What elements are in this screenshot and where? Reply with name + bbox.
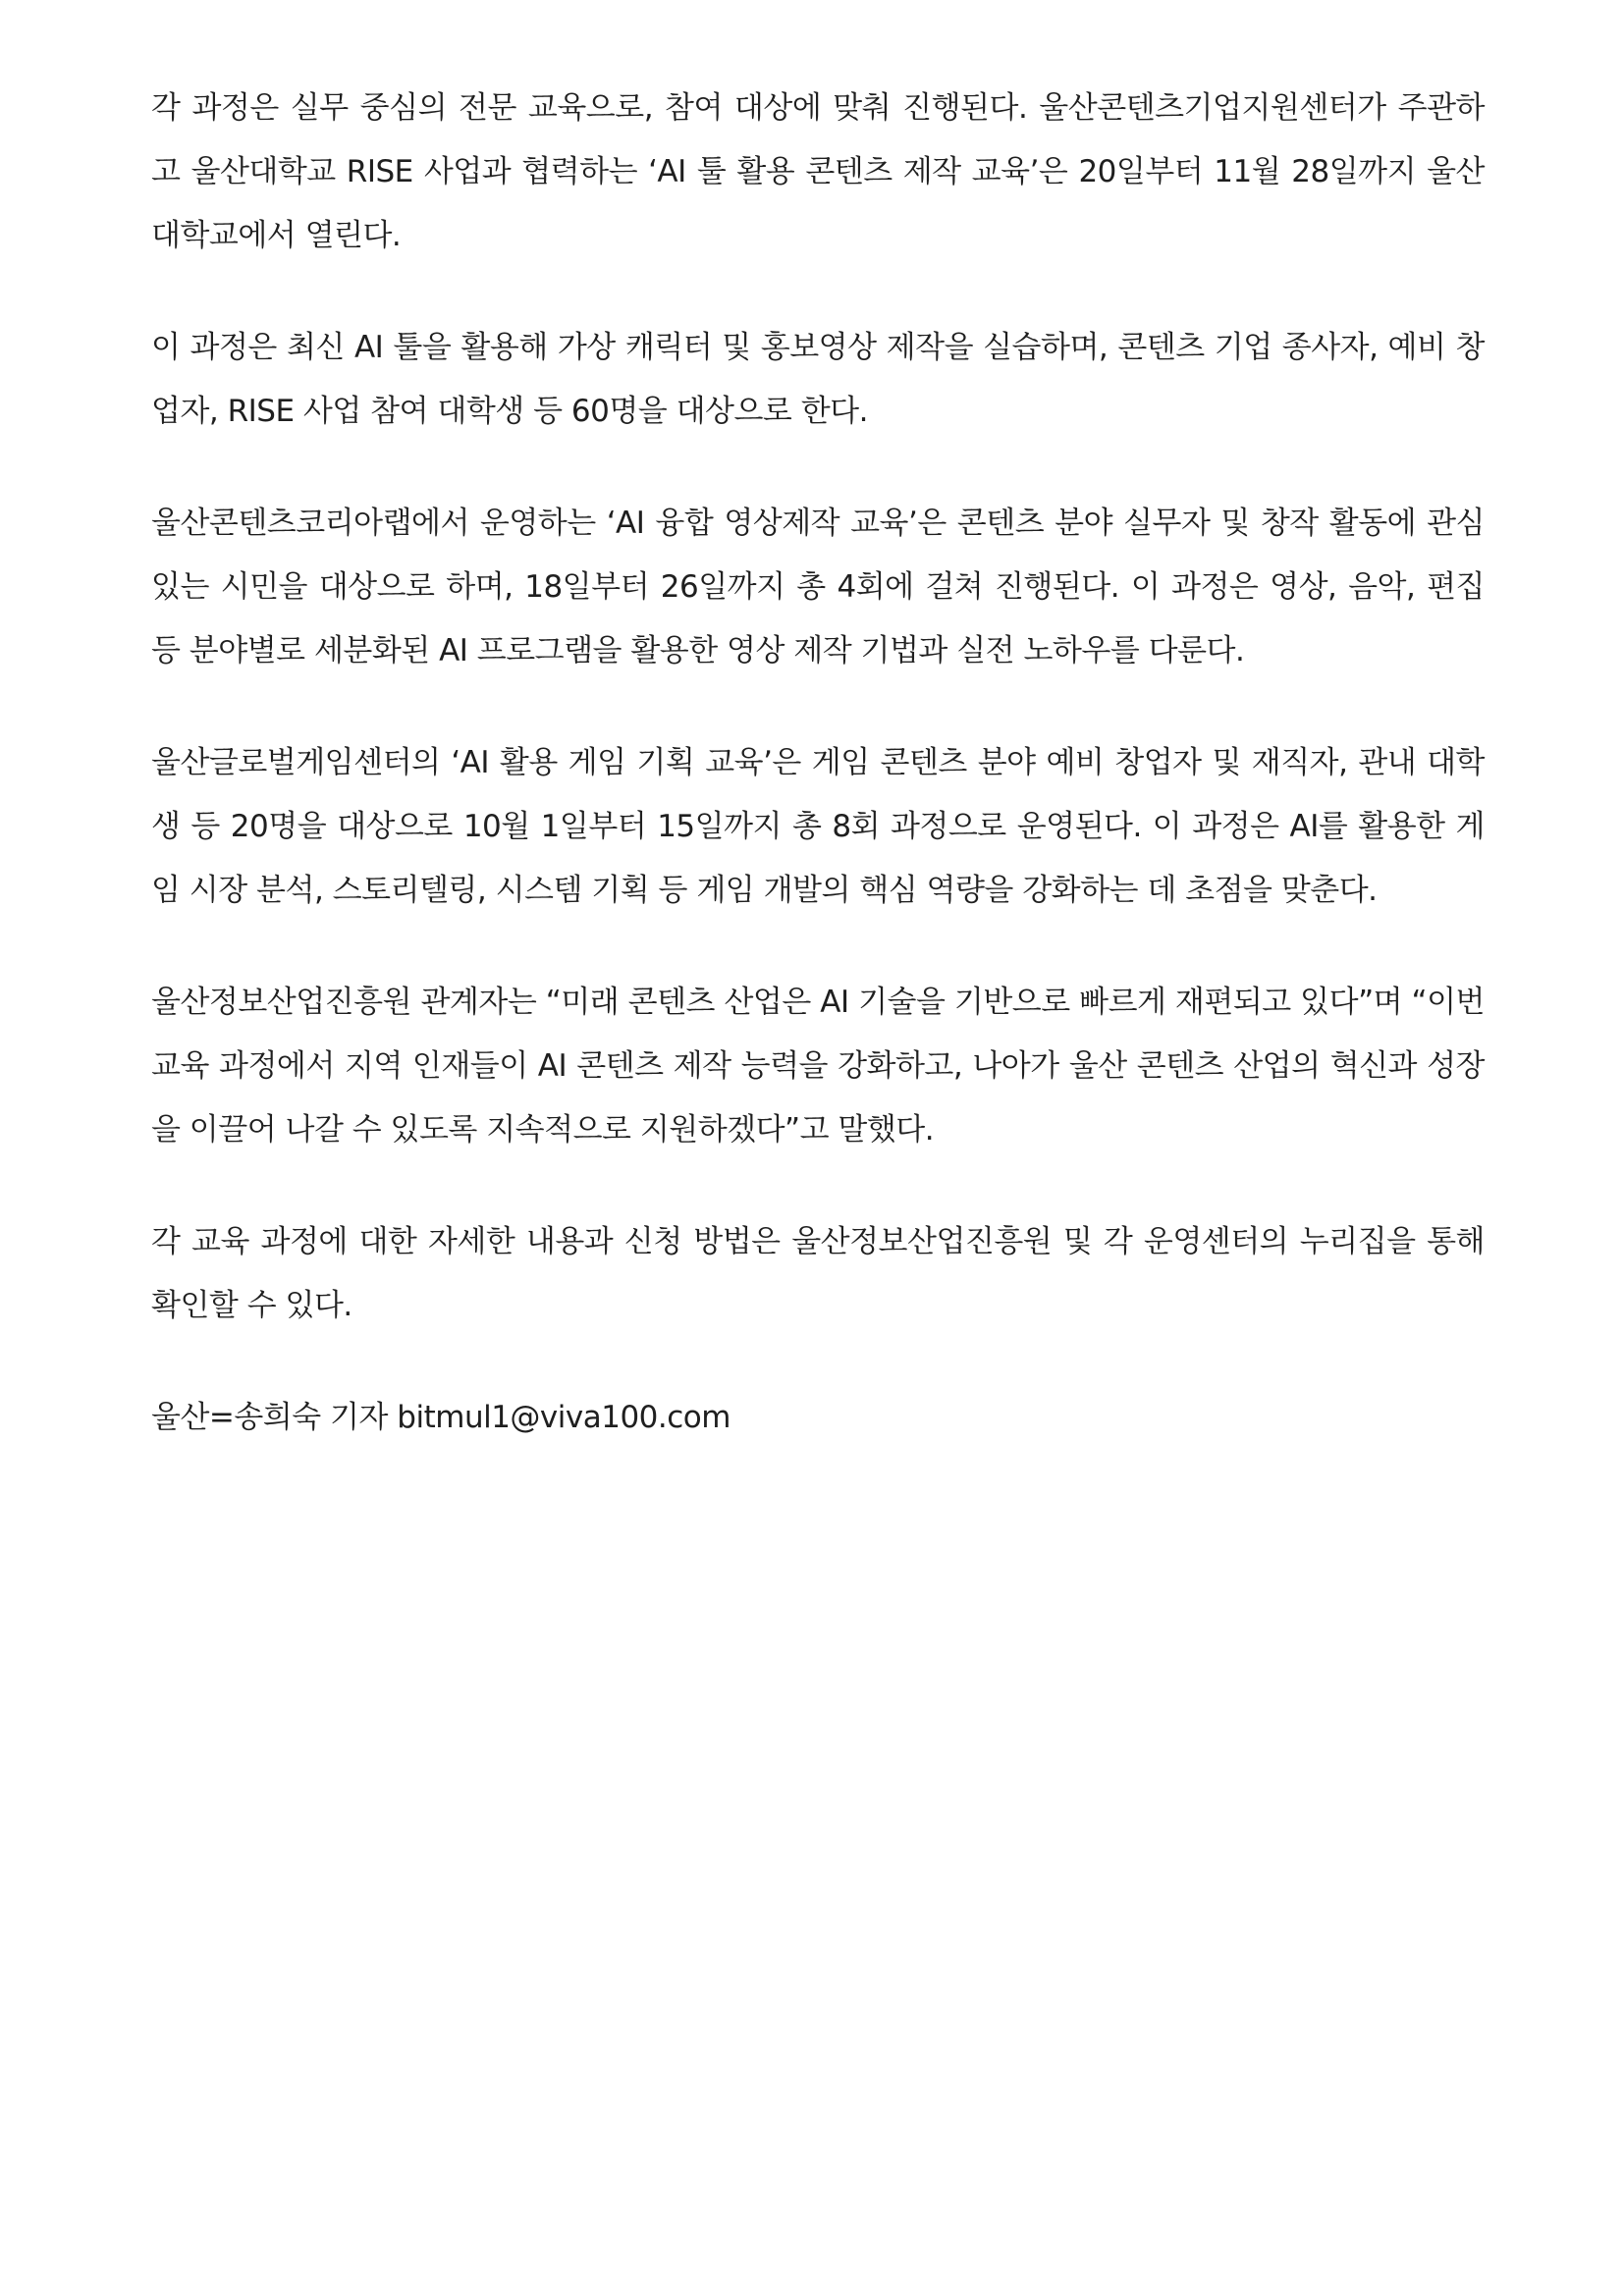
paragraph-game-course: 울산글로벌게임센터의 ‘AI 활용 게임 기획 교육’은 게임 콘텐츠 분야 예비 창업자 및 재직자, 관내 대학생 등 20명을 대상으로 10월 1일부터 15일까지 총 8회 과정으로 운영된다. 이 과정은 AI를 활용한 게임 시장 분석, 스토리텔링, 시스템 기획 등 게임 개발의 핵심 역량을 강화하는 데 초점을 맞춘다. <box>151 745 1485 908</box>
paragraph-ai-tool-course: 이 과정은 최신 AI 툴을 활용해 가상 캐릭터 및 홍보영상 제작을 실습하며, 콘텐츠 기업 종사자, 예비 창업자, RISE 사업 참여 대학생 등 60명을 대상으로 한다. <box>151 330 1485 429</box>
article-body <box>151 77 1485 1498</box>
byline: 울산=송희숙 기자 bitmul1@viva100.com <box>151 1400 730 1435</box>
paragraph-application-info: 각 교육 과정에 대한 자세한 내용과 신청 방법은 울산정보산업진흥원 및 각 운영센터의 누리집을 통해 확인할 수 있다. <box>151 1224 1485 1323</box>
paragraph-course-overview: 각 과정은 실무 중심의 전문 교육으로, 참여 대상에 맞춰 진행된다. 울산콘텐츠기업지원센터가 주관하고 울산대학교 RISE 사업과 협력하는 ‘AI 툴 활용 콘텐츠 제작 교육’은 20일부터 11월 28일까지 울산대학교에서 열린다. <box>151 90 1485 253</box>
paragraph-official-quote: 울산정보산업진흥원 관계자는 “미래 콘텐츠 산업은 AI 기술을 기반으로 빠르게 재편되고 있다”며 “이번 교육 과정에서 지역 인재들이 AI 콘텐츠 제작 능력을 강화하고, 나아가 울산 콘텐츠 산업의 혁신과 성장을 이끌어 나갈 수 있도록 지속적으로 지원하겠다”고 말했다. <box>151 985 1485 1148</box>
paragraph-video-course: 울산콘텐츠코리아랩에서 운영하는 ‘AI 융합 영상제작 교육’은 콘텐츠 분야 실무자 및 창작 활동에 관심 있는 시민을 대상으로 하며, 18일부터 26일까지 총 4회에 걸쳐 진행된다. 이 과정은 영상, 음악, 편집 등 분야별로 세분화된 AI 프로그램을 활용한 영상 제작 기법과 실전 노하우를 다룬다. <box>151 506 1485 668</box>
